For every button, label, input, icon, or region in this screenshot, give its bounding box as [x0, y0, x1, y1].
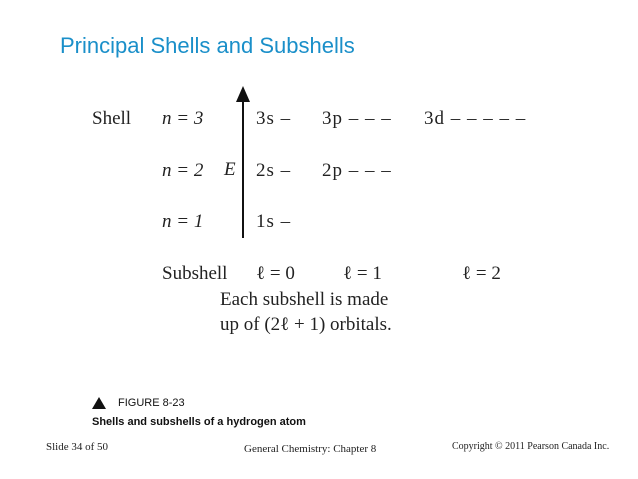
orbital-3p: 3p – – – — [322, 108, 392, 129]
figure-caption: Shells and subshells of a hydrogen atom — [92, 416, 306, 428]
l-value-1: ℓ = 1 — [343, 263, 382, 284]
shell-label: Shell — [92, 108, 132, 129]
figure-number: FIGURE 8-23 — [118, 397, 185, 409]
copyright: Copyright © 2011 Pearson Canada Inc. — [452, 441, 610, 452]
row-n2-label: n = 2 — [162, 160, 204, 181]
row-n3-label: n = 3 — [162, 108, 204, 129]
l-value-2: ℓ = 2 — [462, 263, 501, 284]
row-n1-label: n = 1 — [162, 211, 204, 232]
orbital-3d: 3d – – – – – — [424, 108, 527, 129]
orbital-2s: 2s – — [256, 160, 292, 181]
subshell-label: Subshell — [162, 263, 228, 284]
chapter-label: General Chemistry: Chapter 8 — [244, 443, 377, 455]
triangle-icon — [92, 397, 106, 409]
energy-arrow-line — [242, 100, 244, 238]
note-line-2: up of (2ℓ + 1) orbitals. — [220, 314, 392, 335]
note-line-1: Each subshell is made — [220, 289, 389, 310]
l-value-0: ℓ = 0 — [256, 263, 295, 284]
energy-label: E — [224, 159, 236, 180]
orbital-2p: 2p – – – — [322, 160, 392, 181]
slide-number: Slide 34 of 50 — [46, 441, 109, 453]
orbital-3s: 3s – — [256, 108, 292, 129]
page-title: Principal Shells and Subshells — [60, 33, 355, 58]
orbital-1s: 1s – — [256, 211, 292, 232]
